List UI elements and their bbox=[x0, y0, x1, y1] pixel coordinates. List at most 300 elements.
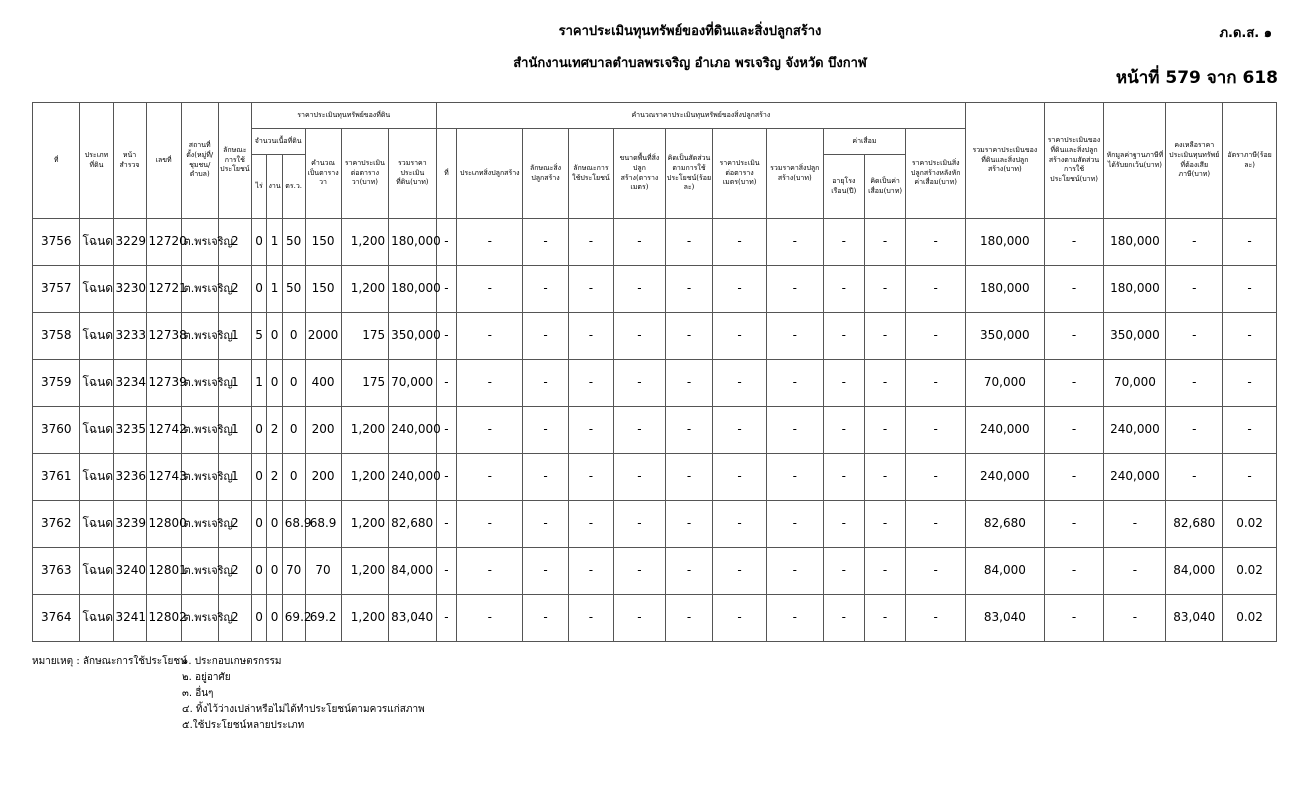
cell-usage: 2 bbox=[218, 219, 251, 266]
table-row bbox=[33, 407, 1277, 454]
cell-building-type: - bbox=[457, 454, 523, 501]
group-building-appraisal: คำนวณราคาประเมินทุนทรัพย์ของสิ่งปลูกสร้าง bbox=[436, 103, 966, 129]
cell-usage: 1 bbox=[218, 313, 251, 360]
cell-exemption: 180,000 bbox=[1104, 219, 1166, 266]
cell-grand-total: 350,000 bbox=[966, 313, 1044, 360]
cell-building-price: - bbox=[713, 313, 767, 360]
table-row bbox=[33, 313, 1277, 360]
cell-grand-total: 84,000 bbox=[966, 548, 1044, 595]
cell-taxable: - bbox=[1166, 407, 1223, 454]
table-row bbox=[33, 360, 1277, 407]
cell-survey-page: 3236 bbox=[113, 454, 146, 501]
cell-building-type: - bbox=[457, 548, 523, 595]
cell-building-character: - bbox=[523, 313, 568, 360]
cell-rai: 0 bbox=[251, 407, 266, 454]
cell-rai: 5 bbox=[251, 313, 266, 360]
cell-depreciation: - bbox=[864, 548, 905, 595]
cell-depreciation: - bbox=[864, 219, 905, 266]
col-sqwa: ตร.ว. bbox=[282, 155, 305, 219]
cell-building-area: - bbox=[614, 595, 666, 642]
cell-building-after: - bbox=[906, 454, 966, 501]
cell-building-no: - bbox=[436, 548, 457, 595]
cell-building-price: - bbox=[713, 548, 767, 595]
cell-land-total: 240,000 bbox=[389, 407, 436, 454]
cell-location: ต.พรเจริญ bbox=[181, 266, 218, 313]
col-proportional-value: ราคาประเมินของที่ดินและสิ่งปลูกสร้างตามสัดส่วนการใช้ประโยชน์(บาท) bbox=[1044, 103, 1104, 219]
cell-land-type: โฉนด bbox=[80, 407, 113, 454]
cell-no: 3757 bbox=[33, 266, 80, 313]
cell-building-usage: - bbox=[568, 501, 613, 548]
group-land-area: จำนวนเนื้อที่ดิน bbox=[251, 129, 305, 155]
cell-building-total: - bbox=[766, 501, 823, 548]
cell-building-after: - bbox=[906, 219, 966, 266]
cell-building-area: - bbox=[614, 407, 666, 454]
cell-calc-sqwa: 2000 bbox=[305, 313, 341, 360]
cell-location: ต.พรเจริญ bbox=[181, 360, 218, 407]
cell-rai: 0 bbox=[251, 595, 266, 642]
cell-building-ratio: - bbox=[665, 454, 712, 501]
col-building-usage: ลักษณะการใช้ประโยชน์ bbox=[568, 129, 613, 219]
cell-building-no: - bbox=[436, 595, 457, 642]
cell-survey-page: 3239 bbox=[113, 501, 146, 548]
document-subtitle: สำนักงานเทศบาลตำบลพรเจริญ อำเภอ พรเจริญ จังหวัด บึงกาฬ bbox=[513, 56, 867, 71]
cell-building-type: - bbox=[457, 360, 523, 407]
cell-ngan: 0 bbox=[267, 360, 282, 407]
table-row bbox=[33, 454, 1277, 501]
cell-tax-rate: - bbox=[1223, 219, 1277, 266]
cell-proportional-value: - bbox=[1044, 407, 1104, 454]
cell-building-ratio: - bbox=[665, 548, 712, 595]
cell-building-age: - bbox=[823, 501, 864, 548]
cell-calc-sqwa: 150 bbox=[305, 266, 341, 313]
cell-doc-no: 12800 bbox=[146, 501, 181, 548]
cell-usage: 1 bbox=[218, 454, 251, 501]
cell-rai: 0 bbox=[251, 266, 266, 313]
cell-ngan: 2 bbox=[267, 454, 282, 501]
cell-calc-sqwa: 70 bbox=[305, 548, 341, 595]
cell-grand-total: 240,000 bbox=[966, 407, 1044, 454]
col-building-character: ลักษณะสิ่งปลูกสร้าง bbox=[523, 129, 568, 219]
cell-sqwa: 69.2 bbox=[282, 595, 305, 642]
cell-building-ratio: - bbox=[665, 360, 712, 407]
cell-building-character: - bbox=[523, 407, 568, 454]
col-price-per-sqwa: ราคาประเมินต่อตารางวา(บาท) bbox=[341, 129, 388, 219]
cell-tax-rate: - bbox=[1223, 266, 1277, 313]
cell-doc-no: 12739 bbox=[146, 360, 181, 407]
cell-ngan: 1 bbox=[267, 219, 282, 266]
cell-doc-no: 12801 bbox=[146, 548, 181, 595]
cell-location: ต.พรเจริญ bbox=[181, 407, 218, 454]
cell-land-type: โฉนด bbox=[80, 454, 113, 501]
cell-building-age: - bbox=[823, 360, 864, 407]
cell-ngan: 0 bbox=[267, 548, 282, 595]
cell-price-per-sqwa: 1,200 bbox=[341, 219, 388, 266]
cell-building-character: - bbox=[523, 454, 568, 501]
cell-survey-page: 3233 bbox=[113, 313, 146, 360]
cell-price-per-sqwa: 175 bbox=[341, 360, 388, 407]
cell-price-per-sqwa: 1,200 bbox=[341, 454, 388, 501]
cell-building-area: - bbox=[614, 266, 666, 313]
cell-sqwa: 0 bbox=[282, 360, 305, 407]
cell-price-per-sqwa: 1,200 bbox=[341, 266, 388, 313]
table-row bbox=[33, 219, 1277, 266]
cell-building-area: - bbox=[614, 219, 666, 266]
cell-proportional-value: - bbox=[1044, 219, 1104, 266]
col-building-no: ที่ bbox=[436, 129, 457, 219]
cell-sqwa: 68.9 bbox=[282, 501, 305, 548]
cell-building-usage: - bbox=[568, 454, 613, 501]
cell-exemption: 240,000 bbox=[1104, 454, 1166, 501]
cell-land-type: โฉนด bbox=[80, 548, 113, 595]
cell-taxable: - bbox=[1166, 219, 1223, 266]
cell-land-type: โฉนด bbox=[80, 501, 113, 548]
cell-rai: 1 bbox=[251, 360, 266, 407]
cell-calc-sqwa: 200 bbox=[305, 407, 341, 454]
table-header bbox=[33, 103, 1277, 219]
col-building-type: ประเภทสิ่งปลูกสร้าง bbox=[457, 129, 523, 219]
cell-usage: 2 bbox=[218, 548, 251, 595]
cell-building-total: - bbox=[766, 548, 823, 595]
cell-building-after: - bbox=[906, 548, 966, 595]
cell-rai: 0 bbox=[251, 219, 266, 266]
cell-depreciation: - bbox=[864, 595, 905, 642]
cell-building-after: - bbox=[906, 360, 966, 407]
cell-proportional-value: - bbox=[1044, 501, 1104, 548]
cell-building-character: - bbox=[523, 360, 568, 407]
cell-building-area: - bbox=[614, 548, 666, 595]
cell-proportional-value: - bbox=[1044, 266, 1104, 313]
cell-exemption: 70,000 bbox=[1104, 360, 1166, 407]
cell-building-price: - bbox=[713, 219, 767, 266]
cell-taxable: 83,040 bbox=[1166, 595, 1223, 642]
cell-building-age: - bbox=[823, 219, 864, 266]
cell-tax-rate: - bbox=[1223, 407, 1277, 454]
cell-tax-rate: - bbox=[1223, 454, 1277, 501]
cell-exemption: - bbox=[1104, 548, 1166, 595]
cell-building-type: - bbox=[457, 313, 523, 360]
cell-proportional-value: - bbox=[1044, 360, 1104, 407]
col-building-ratio: คิดเป็นสัดส่วนตามการใช้ประโยชน์(ร้อยละ) bbox=[665, 129, 712, 219]
group-land-appraisal: ราคาประเมินทุนทรัพย์ของที่ดิน bbox=[251, 103, 436, 129]
cell-building-no: - bbox=[436, 407, 457, 454]
cell-building-usage: - bbox=[568, 407, 613, 454]
cell-doc-no: 12802 bbox=[146, 595, 181, 642]
group-depreciation: ค่าเสื่อม bbox=[823, 129, 906, 155]
cell-ngan: 1 bbox=[267, 266, 282, 313]
cell-building-ratio: - bbox=[665, 313, 712, 360]
cell-survey-page: 3241 bbox=[113, 595, 146, 642]
cell-building-no: - bbox=[436, 360, 457, 407]
cell-no: 3764 bbox=[33, 595, 80, 642]
cell-land-type: โฉนด bbox=[80, 313, 113, 360]
cell-price-per-sqwa: 1,200 bbox=[341, 548, 388, 595]
col-grand-total: รวมราคาประเมินของที่ดินและสิ่งปลูกสร้าง(บาท) bbox=[966, 103, 1044, 219]
cell-building-no: - bbox=[436, 454, 457, 501]
table-row bbox=[33, 548, 1277, 595]
cell-land-type: โฉนด bbox=[80, 266, 113, 313]
cell-proportional-value: - bbox=[1044, 595, 1104, 642]
cell-taxable: - bbox=[1166, 266, 1223, 313]
table-row bbox=[33, 595, 1277, 642]
cell-land-total: 350,000 bbox=[389, 313, 436, 360]
col-building-after-depreciation: ราคาประเมินสิ่งปลูกสร้างหลังหักค่าเสื่อม(บาท) bbox=[906, 129, 966, 219]
cell-grand-total: 180,000 bbox=[966, 266, 1044, 313]
cell-depreciation: - bbox=[864, 454, 905, 501]
cell-location: ต.พรเจริญ bbox=[181, 501, 218, 548]
cell-rai: 0 bbox=[251, 454, 266, 501]
cell-survey-page: 3235 bbox=[113, 407, 146, 454]
cell-grand-total: 83,040 bbox=[966, 595, 1044, 642]
col-survey-page: หน้าสำรวจ bbox=[113, 103, 146, 219]
cell-exemption: 350,000 bbox=[1104, 313, 1166, 360]
cell-ngan: 0 bbox=[267, 595, 282, 642]
cell-no: 3762 bbox=[33, 501, 80, 548]
note-item: ๕.ใช้ประโยชน์หลายประเภท bbox=[182, 720, 305, 731]
note-item: ๒. อยู่อาศัย bbox=[182, 672, 231, 683]
cell-building-usage: - bbox=[568, 313, 613, 360]
cell-building-usage: - bbox=[568, 266, 613, 313]
cell-calc-sqwa: 150 bbox=[305, 219, 341, 266]
cell-proportional-value: - bbox=[1044, 313, 1104, 360]
cell-price-per-sqwa: 1,200 bbox=[341, 407, 388, 454]
cell-exemption: - bbox=[1104, 501, 1166, 548]
cell-building-total: - bbox=[766, 266, 823, 313]
cell-sqwa: 0 bbox=[282, 454, 305, 501]
cell-building-age: - bbox=[823, 595, 864, 642]
cell-grand-total: 70,000 bbox=[966, 360, 1044, 407]
col-depreciation: คิดเป็นค่าเสื่อม(บาท) bbox=[864, 155, 905, 219]
cell-location: ต.พรเจริญ bbox=[181, 595, 218, 642]
cell-usage: 2 bbox=[218, 595, 251, 642]
cell-location: ต.พรเจริญ bbox=[181, 548, 218, 595]
col-calc-sqwa: คำนวณเป็นตารางวา bbox=[305, 129, 341, 219]
table-row bbox=[33, 501, 1277, 548]
cell-exemption: 180,000 bbox=[1104, 266, 1166, 313]
cell-building-area: - bbox=[614, 313, 666, 360]
cell-building-ratio: - bbox=[665, 266, 712, 313]
cell-building-ratio: - bbox=[665, 501, 712, 548]
col-land-total: รวมราคาประเมินที่ดิน(บาท) bbox=[389, 129, 436, 219]
cell-land-total: 84,000 bbox=[389, 548, 436, 595]
cell-depreciation: - bbox=[864, 266, 905, 313]
cell-depreciation: - bbox=[864, 501, 905, 548]
table-row bbox=[33, 266, 1277, 313]
cell-ngan: 0 bbox=[267, 501, 282, 548]
cell-taxable: - bbox=[1166, 454, 1223, 501]
cell-taxable: - bbox=[1166, 313, 1223, 360]
cell-land-total: 83,040 bbox=[389, 595, 436, 642]
table-body bbox=[33, 219, 1277, 642]
cell-building-after: - bbox=[906, 407, 966, 454]
col-rai: ไร่ bbox=[251, 155, 266, 219]
cell-tax-rate: 0.02 bbox=[1223, 548, 1277, 595]
cell-building-age: - bbox=[823, 266, 864, 313]
cell-building-after: - bbox=[906, 501, 966, 548]
cell-building-no: - bbox=[436, 501, 457, 548]
cell-building-after: - bbox=[906, 313, 966, 360]
cell-sqwa: 50 bbox=[282, 266, 305, 313]
cell-ngan: 2 bbox=[267, 407, 282, 454]
form-code: ภ.ด.ส. ๑ bbox=[1219, 26, 1272, 41]
cell-building-character: - bbox=[523, 548, 568, 595]
cell-depreciation: - bbox=[864, 407, 905, 454]
cell-building-type: - bbox=[457, 407, 523, 454]
cell-usage: 2 bbox=[218, 266, 251, 313]
cell-building-area: - bbox=[614, 360, 666, 407]
cell-price-per-sqwa: 1,200 bbox=[341, 501, 388, 548]
notes-label: หมายเหตุ : ลักษณะการใช้ประโยชน์ bbox=[32, 656, 187, 667]
cell-proportional-value: - bbox=[1044, 548, 1104, 595]
note-item: ๑. ประกอบเกษตรกรรม bbox=[182, 656, 282, 667]
cell-building-no: - bbox=[436, 219, 457, 266]
cell-tax-rate: - bbox=[1223, 313, 1277, 360]
cell-building-character: - bbox=[523, 266, 568, 313]
col-tax-rate: อัตราภาษี(ร้อยละ) bbox=[1223, 103, 1277, 219]
cell-survey-page: 3240 bbox=[113, 548, 146, 595]
cell-price-per-sqwa: 1,200 bbox=[341, 595, 388, 642]
cell-building-type: - bbox=[457, 219, 523, 266]
cell-building-total: - bbox=[766, 595, 823, 642]
cell-building-no: - bbox=[436, 313, 457, 360]
cell-grand-total: 82,680 bbox=[966, 501, 1044, 548]
cell-doc-no: 12742 bbox=[146, 407, 181, 454]
col-usage: ลักษณะการใช้ประโยชน์ bbox=[218, 103, 251, 219]
cell-rai: 0 bbox=[251, 548, 266, 595]
cell-land-type: โฉนด bbox=[80, 219, 113, 266]
cell-no: 3759 bbox=[33, 360, 80, 407]
cell-no: 3758 bbox=[33, 313, 80, 360]
cell-building-character: - bbox=[523, 219, 568, 266]
cell-rai: 0 bbox=[251, 501, 266, 548]
cell-building-total: - bbox=[766, 454, 823, 501]
cell-survey-page: 3229 bbox=[113, 219, 146, 266]
cell-doc-no: 12720 bbox=[146, 219, 181, 266]
cell-doc-no: 12743 bbox=[146, 454, 181, 501]
cell-no: 3763 bbox=[33, 548, 80, 595]
cell-no: 3760 bbox=[33, 407, 80, 454]
cell-depreciation: - bbox=[864, 313, 905, 360]
cell-usage: 1 bbox=[218, 407, 251, 454]
cell-building-total: - bbox=[766, 407, 823, 454]
cell-calc-sqwa: 68.9 bbox=[305, 501, 341, 548]
cell-tax-rate: 0.02 bbox=[1223, 595, 1277, 642]
note-item: ๓. อื่นๆ bbox=[182, 688, 214, 699]
cell-doc-no: 12721 bbox=[146, 266, 181, 313]
cell-grand-total: 180,000 bbox=[966, 219, 1044, 266]
cell-building-character: - bbox=[523, 501, 568, 548]
cell-building-ratio: - bbox=[665, 219, 712, 266]
cell-building-total: - bbox=[766, 360, 823, 407]
cell-sqwa: 0 bbox=[282, 407, 305, 454]
cell-depreciation: - bbox=[864, 360, 905, 407]
cell-building-price: - bbox=[713, 360, 767, 407]
cell-tax-rate: - bbox=[1223, 360, 1277, 407]
cell-building-ratio: - bbox=[665, 407, 712, 454]
cell-building-no: - bbox=[436, 266, 457, 313]
cell-building-after: - bbox=[906, 595, 966, 642]
cell-survey-page: 3230 bbox=[113, 266, 146, 313]
cell-building-character: - bbox=[523, 595, 568, 642]
cell-exemption: 240,000 bbox=[1104, 407, 1166, 454]
cell-land-total: 70,000 bbox=[389, 360, 436, 407]
col-building-age: อายุโรงเรือน(ปี) bbox=[823, 155, 864, 219]
cell-building-age: - bbox=[823, 548, 864, 595]
assessment-table bbox=[32, 102, 1277, 642]
cell-doc-no: 12738 bbox=[146, 313, 181, 360]
col-building-area: ขนาดพื้นที่สิ่งปลูกสร้าง(ตารางเมตร) bbox=[614, 129, 666, 219]
cell-location: ต.พรเจริญ bbox=[181, 219, 218, 266]
cell-land-total: 82,680 bbox=[389, 501, 436, 548]
col-taxable: คงเหลือราคาประเมินทุนทรัพย์ที่ต้องเสียภาษี(บาท) bbox=[1166, 103, 1223, 219]
cell-building-usage: - bbox=[568, 219, 613, 266]
cell-building-age: - bbox=[823, 313, 864, 360]
cell-calc-sqwa: 400 bbox=[305, 360, 341, 407]
cell-sqwa: 50 bbox=[282, 219, 305, 266]
cell-building-price: - bbox=[713, 501, 767, 548]
col-no: ที่ bbox=[33, 103, 80, 219]
cell-building-type: - bbox=[457, 266, 523, 313]
cell-survey-page: 3234 bbox=[113, 360, 146, 407]
cell-taxable: - bbox=[1166, 360, 1223, 407]
cell-building-ratio: - bbox=[665, 595, 712, 642]
cell-building-usage: - bbox=[568, 595, 613, 642]
cell-sqwa: 70 bbox=[282, 548, 305, 595]
cell-taxable: 82,680 bbox=[1166, 501, 1223, 548]
cell-land-total: 240,000 bbox=[389, 454, 436, 501]
col-ngan: งาน bbox=[267, 155, 282, 219]
cell-building-price: - bbox=[713, 407, 767, 454]
cell-building-price: - bbox=[713, 266, 767, 313]
col-land-type: ประเภทที่ดิน bbox=[80, 103, 113, 219]
cell-building-total: - bbox=[766, 313, 823, 360]
cell-building-type: - bbox=[457, 501, 523, 548]
col-location: สถานที่ตั้ง(หมู่ที่/ชุมชน/ตำบล) bbox=[181, 103, 218, 219]
cell-proportional-value: - bbox=[1044, 454, 1104, 501]
cell-price-per-sqwa: 175 bbox=[341, 313, 388, 360]
cell-building-total: - bbox=[766, 219, 823, 266]
cell-building-after: - bbox=[906, 266, 966, 313]
cell-no: 3756 bbox=[33, 219, 80, 266]
cell-building-age: - bbox=[823, 454, 864, 501]
cell-taxable: 84,000 bbox=[1166, 548, 1223, 595]
col-exemption: หักมูลค่าฐานภาษีที่ได้รับยกเว้น(บาท) bbox=[1104, 103, 1166, 219]
document-title: ราคาประเมินทุนทรัพย์ของที่ดินและสิ่งปลูกสร้าง bbox=[558, 24, 822, 39]
page-number: หน้าที่ 579 จาก 618 bbox=[1115, 68, 1278, 88]
cell-building-price: - bbox=[713, 454, 767, 501]
cell-sqwa: 0 bbox=[282, 313, 305, 360]
cell-usage: 2 bbox=[218, 501, 251, 548]
cell-usage: 1 bbox=[218, 360, 251, 407]
cell-building-usage: - bbox=[568, 548, 613, 595]
col-building-total: รวมราคาสิ่งปลูกสร้าง(บาท) bbox=[766, 129, 823, 219]
cell-building-age: - bbox=[823, 407, 864, 454]
col-building-price-per-sqm: ราคาประเมินต่อตารางเมตร(บาท) bbox=[713, 129, 767, 219]
cell-building-type: - bbox=[457, 595, 523, 642]
cell-land-total: 180,000 bbox=[389, 266, 436, 313]
cell-tax-rate: 0.02 bbox=[1223, 501, 1277, 548]
cell-building-usage: - bbox=[568, 360, 613, 407]
note-item: ๔. ทิ้งไว้ว่างเปล่าหรือไม่ได้ทำประโยชน์ตามควรแก่สภาพ bbox=[182, 704, 425, 715]
cell-building-area: - bbox=[614, 501, 666, 548]
cell-calc-sqwa: 200 bbox=[305, 454, 341, 501]
cell-grand-total: 240,000 bbox=[966, 454, 1044, 501]
cell-calc-sqwa: 69.2 bbox=[305, 595, 341, 642]
cell-building-price: - bbox=[713, 595, 767, 642]
cell-land-type: โฉนด bbox=[80, 595, 113, 642]
cell-no: 3761 bbox=[33, 454, 80, 501]
col-doc-no: เลขที่ bbox=[146, 103, 181, 219]
cell-land-total: 180,000 bbox=[389, 219, 436, 266]
